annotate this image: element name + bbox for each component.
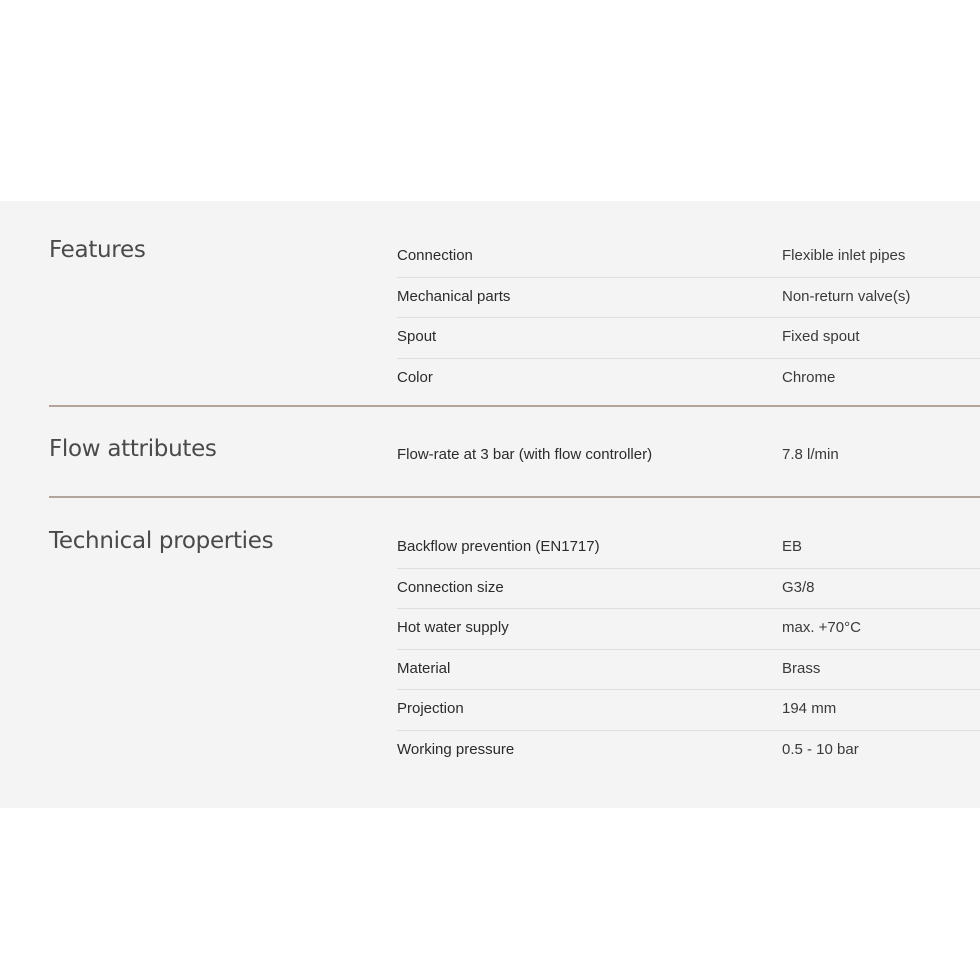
spec-label: Working pressure: [397, 740, 515, 758]
spec-value: Brass: [782, 659, 821, 677]
section-title-features: Features: [49, 237, 146, 263]
spec-row: [397, 528, 980, 568]
spec-value: 194 mm: [782, 700, 837, 717]
spec-row: [397, 277, 980, 318]
spec-label: Material: [397, 659, 451, 677]
spec-value: Fixed spout: [782, 328, 860, 345]
spec-value: max. +70°C: [782, 619, 861, 636]
specifications-panel: [0, 201, 980, 808]
spec-row: [397, 689, 980, 730]
spec-rows: [397, 528, 980, 770]
spec-row: [397, 317, 980, 358]
spec-value: Non-return valve(s): [782, 287, 911, 305]
spec-value: G3/8: [782, 578, 815, 596]
spec-row: [397, 608, 980, 649]
spec-label: Backflow prevention (EN1717): [397, 538, 600, 555]
spec-value: Flexible inlet pipes: [782, 247, 906, 264]
spec-value: EB: [782, 538, 803, 555]
section-title-technical-properties: Technical properties: [49, 528, 274, 554]
spec-row: [397, 436, 980, 476]
spec-label: Connection size: [397, 578, 504, 596]
section-divider: [49, 496, 980, 498]
spec-label: Projection: [397, 700, 464, 717]
spec-row: [397, 358, 980, 399]
spec-label: Connection: [397, 247, 473, 264]
spec-value: 0.5 - 10 bar: [782, 740, 859, 758]
spec-label: Flow-rate at 3 bar (with flow controller): [397, 446, 653, 463]
spec-row: [397, 649, 980, 690]
spec-row: [397, 568, 980, 609]
spec-value: 7.8 l/min: [782, 446, 839, 463]
section-title-flow-attributes: Flow attributes: [49, 436, 217, 462]
spec-label: Spout: [397, 328, 437, 345]
spec-row: [397, 730, 980, 771]
spec-rows: [397, 237, 980, 398]
spec-rows: [397, 436, 980, 476]
spec-row: [397, 237, 980, 277]
section-divider: [49, 405, 980, 407]
spec-label: Hot water supply: [397, 619, 509, 636]
spec-label: Color: [397, 368, 433, 386]
spec-value: Chrome: [782, 368, 836, 386]
spec-label: Mechanical parts: [397, 287, 511, 305]
